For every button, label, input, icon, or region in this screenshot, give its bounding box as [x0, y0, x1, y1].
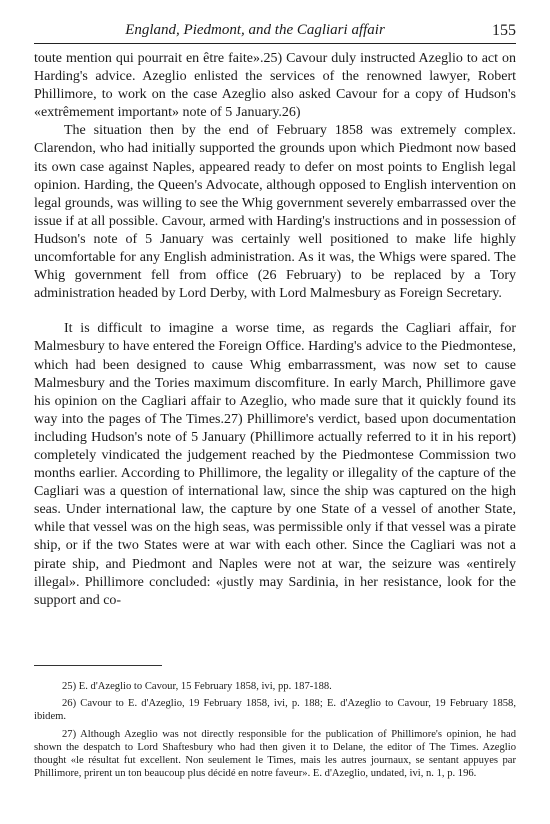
- paragraph-2: The situation then by the end of February 1858 was extremely complex. Clarendon, who had initially supported the grounds upon which Piedmont now based its own case against Naples, appeared ready to defer on most points to English legal opinion. Harding, the Queen's Advocate, although opposed to English intervention on legal grounds, was willing to see the Whig government severely embarrassed over the issue if at all possible. Cavour, armed with Harding's instructions and in possession of Hudson's note of 5 January was certainly well positioned to make life highly uncomfortable for any English administration. As it was, the Whigs were spared. The Whig government fell from office (26 February) to be replaced by a Tory administration headed by Lord Derby, with Lord Malmesbury as Foreign Secretary.: [34, 123, 516, 302]
- running-title: England, Piedmont, and the Cagliari affair: [125, 22, 385, 38]
- paragraph-1: toute mention qui pourrait en être faite».25) Cavour duly instructed Azeglio to act on Harding's advice. Azeglio enlisted the services of the renowned lawyer, Robert Phillimore, to work on the case Azeglio also asked Cavour for a copy of Hudson's «extrêmement important» note of 5 January.26): [34, 51, 516, 121]
- header-rule: [34, 43, 516, 44]
- page-header: [34, 22, 516, 42]
- footnote-25: 25) E. d'Azeglio to Cavour, 15 February 1858, ivi, pp. 187-188.: [62, 681, 332, 692]
- footnote-rule: [34, 665, 162, 666]
- paragraph-3: It is difficult to imagine a worse time, as regards the Cagliari affair, for Malmesbury to have entered the Foreign Office. Harding's advice to the Piedmontese, which had been designed to cause Whig embarrassment, was now set to cause Malmesbury and the Tories maximum discomfiture. In early March, Phillimore gave his opinion on the Cagliari affair to Azeglio, who made sure that it quickly found its way into the pages of The Times.27) Phillimore's verdict, based upon documentation including Hudson's note of 5 January (Phillimore actually referred to it in his report) completely vindicated the judgement reached by the Piedmontese Commission two months earlier. According to Phillimore, the legality or illegality of the capture of the Cagliari was a question of international law, since the ship was captured on the high seas. Under international law, the capture by one State of a vessel of another State, while that vessel was on the high seas, was permissible only if that vessel was a pirate ship, or if the two States were at war with each other. Since the Cagliari was not a pirate ship, and Piedmont and Naples were not at war, the seizure was «entirely illegal». Phillimore concluded: «justly may Sardinia, in her resistance, look for the support and co-: [34, 321, 516, 608]
- footnotes: [34, 680, 516, 784]
- page-number: 155: [492, 22, 516, 39]
- body-text: [34, 50, 516, 610]
- footnote-27: 27) Although Azeglio was not directly responsible for the publication of Phillimore's opinion, he had shown the despatch to Lord Shaftesbury who had then given it to Delane, the editor of The Times. Azeglio thought «le résultat fut excellent. Non seulement le Times, mais les autres journaux, se sentant appuyes par Phillimore, prirent un ton beaucoup plus décidé en notre faveur». E. d'Azeglio, undated, ivi, n. 1, p. 196.: [34, 728, 516, 780]
- footnote-26: 26) Cavour to E. d'Azeglio, 19 February 1858, ivi, p. 188; E. d'Azeglio to Cavour, 19 February 1858, ibidem.: [34, 698, 516, 723]
